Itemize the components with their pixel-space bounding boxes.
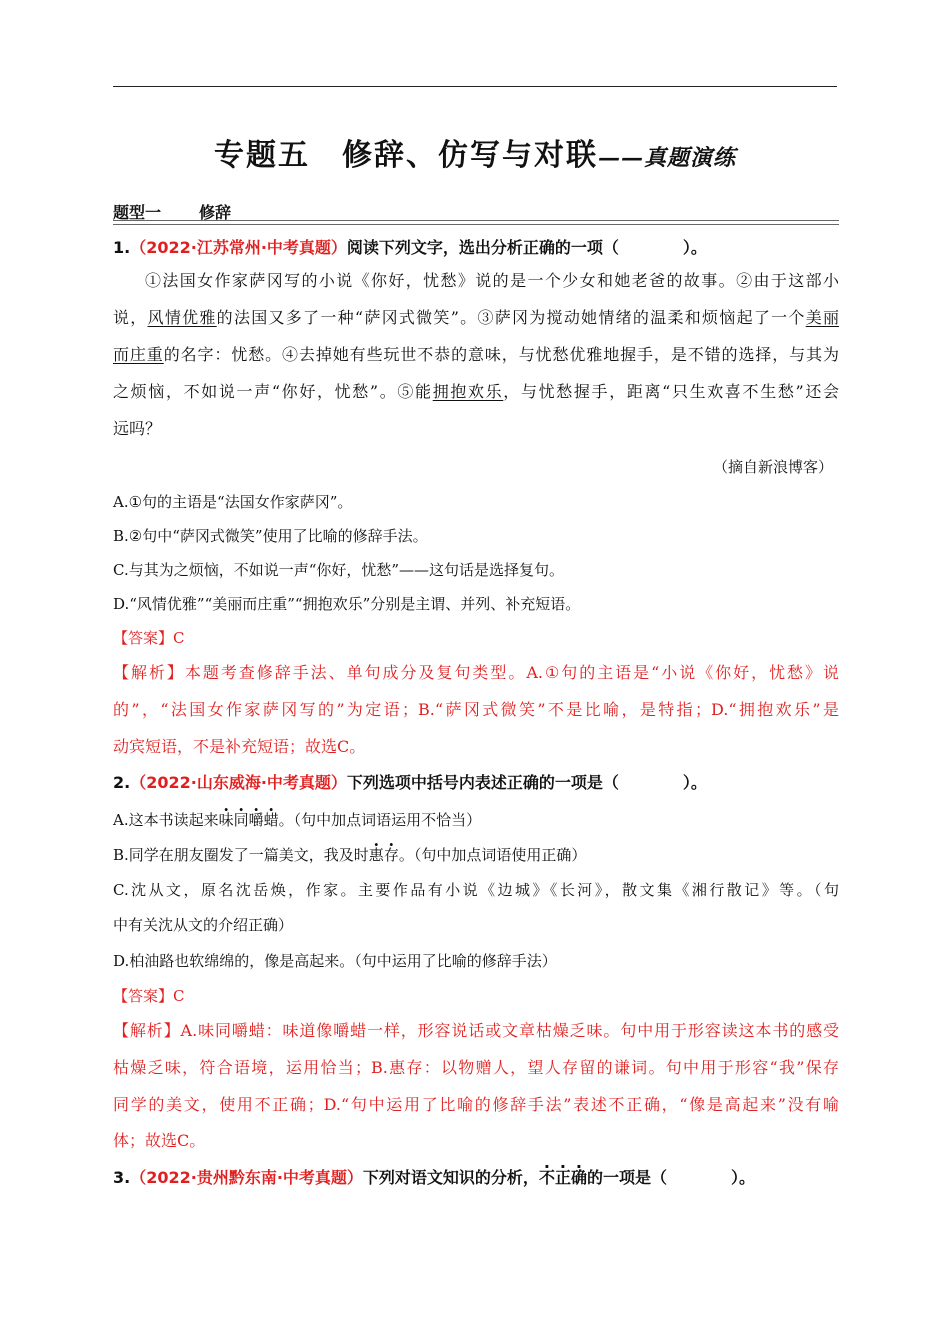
q1-passage-line [113, 343, 839, 367]
q1-credit: （摘自新浪博客） [712, 458, 833, 476]
q1-text: ，与忧愁握手，距离“只生欢喜不生愁”还会 [503, 382, 839, 401]
dotted-char: 确 [570, 1168, 587, 1187]
q3-number: 3. [113, 1168, 131, 1187]
q2-explanation-line: 【解析】A.味同嚼蜡：味道像嚼蜡一样，形容说话或文章枯燥乏味。句中用于形容读这本书的感受 [113, 1021, 839, 1040]
q2-stem [113, 771, 839, 795]
title-subtitle: ——真题演练 [597, 145, 736, 171]
q2-option-c-line1: C.沈从文，原名沈岳焕，作家。主要作品有小说《边城》《长河》，散文集《湘行散记》等。（句 [113, 881, 839, 899]
q2-source: （2022·山东威海·中考真题） [130, 773, 347, 792]
q1-option-b: B.②句中“萨冈式微笑”使用了比喻的修辞手法。 [113, 527, 428, 545]
q2-number: 2. [113, 773, 131, 792]
q1-text: 的法国又多了一种“萨冈式微笑”。③萨冈为搅动她情绪的温柔和烦恼起了一个 [216, 308, 806, 327]
q1-text: 之烦恼，不如说一声“你好，忧愁”。⑤能 [113, 382, 433, 401]
title-main: 专题五 修辞、仿写与对联 [213, 138, 598, 173]
q2-option-c-line2: 中有关沈从文的介绍正确） [113, 916, 294, 934]
q2-explanation-line: 体；故选C。 [113, 1131, 206, 1150]
q2-answer: 【答案】C [113, 987, 185, 1005]
q2-text: 。（句中加点词语运用不恰当） [278, 811, 482, 829]
section-rule [113, 220, 839, 225]
dotted-char: 嚼 [248, 811, 264, 829]
q3-text: 的一项是（ ）。 [586, 1168, 755, 1187]
page-title [0, 130, 950, 174]
q2-option-a [113, 808, 839, 832]
q2-text: A.这本书读起来 [113, 811, 219, 829]
header-rule [113, 86, 837, 87]
q1-explanation-line: 【解析】本题考查修辞手法、单句成分及复句类型。A.①句的主语是“小说《你好，忧愁》说 [113, 663, 839, 682]
q2-text: B.同学在朋友圈发了一篇美文，我及时 [113, 846, 369, 864]
dotted-char: 味 [218, 811, 234, 829]
q2-option-d: D.柏油路也软绵绵的，像是高起来。（句中运用了比喻的修辞手法） [113, 952, 557, 970]
dotted-char: 同 [233, 811, 249, 829]
q1-option-c: C.与其为之烦恼，不如说一声“你好，忧愁”——这句话是选择复句。 [113, 561, 565, 579]
q1-answer: 【答案】C [113, 629, 185, 647]
q1-text: 说， [113, 308, 148, 327]
q1-underlined: 而庄重 [113, 345, 164, 364]
q3-source: （2022·贵州黔东南·中考真题） [130, 1168, 363, 1187]
q1-underlined: 风情优雅 [147, 308, 217, 327]
q1-option-a: A.①句的主语是“法国女作家萨冈”。 [113, 493, 353, 511]
q2-explanation-line: 同学的美文，使用不正确；D.“句中运用了比喻的修辞手法”表述不正确，“像是高起来”没有喻 [113, 1095, 839, 1114]
q1-option-d: D.“风情优雅”“美丽而庄重”“拥抱欢乐”分别是主谓、并列、补充短语。 [113, 595, 581, 613]
q1-explanation-line: 的”，“法国女作家萨冈写的”为定语；B.“萨冈式微笑”不是比喻，是特指；D.“拥抱欢乐”是 [113, 700, 839, 719]
section-name: 修辞 [199, 203, 232, 222]
dotted-char: 蜡 [263, 811, 279, 829]
q1-underlined: 拥抱欢乐 [432, 382, 504, 401]
dotted-char: 正 [554, 1168, 571, 1187]
q1-passage-line [113, 306, 839, 330]
q1-number: 1. [113, 238, 131, 257]
q3-stem [113, 1166, 839, 1190]
q2-stem-text: 下列选项中括号内表述正确的一项是（ ）。 [346, 773, 707, 792]
q1-passage-line [113, 380, 839, 404]
section-heading [113, 200, 839, 220]
dotted-char: 不 [538, 1168, 555, 1187]
q1-passage-line: 远吗？ [113, 419, 162, 438]
section-label: 题型一 [113, 203, 162, 222]
dotted-char: 存 [383, 846, 399, 864]
q1-passage-line: ①法国女作家萨冈写的小说《你好，忧愁》说的是一个少女和她老爸的故事。②由于这部小 [145, 271, 839, 290]
q1-underlined: 美丽 [805, 308, 839, 327]
q1-explanation-line: 动宾短语，不是补充短语；故选C。 [113, 737, 366, 756]
q2-explanation-line: 枯燥乏味，符合语境，运用恰当；B.惠存：以物赠人，望人存留的谦词。句中用于形容“我”保存 [113, 1058, 839, 1077]
dotted-char: 惠 [368, 846, 384, 864]
q1-text: 的名字：忧愁。④去掉她有些玩世不恭的意味，与忧愁优雅地握手，是不错的选择，与其为 [163, 345, 839, 364]
q1-stem [113, 236, 839, 260]
q2-text: 。（句中加点词语使用正确） [398, 846, 587, 864]
q3-text: 下列对语文知识的分析， [362, 1168, 539, 1187]
q1-source: （2022·江苏常州·中考真题） [130, 238, 347, 257]
q1-stem-text: 阅读下列文字，选出分析正确的一项（ ）。 [346, 238, 707, 257]
q2-option-b [113, 843, 839, 867]
